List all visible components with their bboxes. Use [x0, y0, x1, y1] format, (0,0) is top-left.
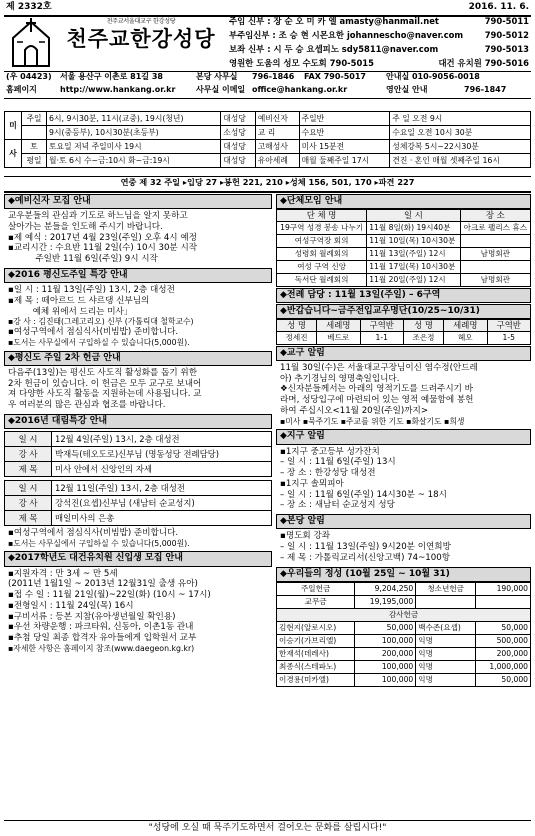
table-row: 성령회 월례회의 11월 13일(주일) 12시 남명회관 [277, 247, 531, 260]
mass-row: 미 주일 6시, 9시30분, 11시(교중), 19시(청년) 대성당 예비신자 주일반 주 일 오전 9시 [5, 112, 531, 126]
staff-email[interactable]: amasty@hanmail.net [339, 16, 439, 26]
catechumen-section: ◆예비신자 모집 안내 교우분들의 관심과 기도로 하느님을 알지 못하고 살아가는 분들을 인도해 주시기 바랍니다. ▪제 예식 : 2017년 4월 23일(주일) 오후 4시 예정 ▪교리시간 : 수요반 11월 2일(수) 10시 30분 시작 주일반 11월 6일(주일) 9시 시작 [4, 194, 272, 267]
table-row: 교무금 19,195,000 [277, 595, 531, 608]
right-column [276, 194, 531, 688]
advent-lecture-2: 일 시 12월 11일(주일) 13시, 2층 대성전 강 사 강석진(요셉)신부님 (새남터 순교성지) 제 목 매일미사의 은총 [4, 480, 272, 526]
table-row: 독서단 월례회의 11월 20일(주일) 12시 남명회관 [277, 273, 531, 286]
staff-list [229, 16, 529, 72]
liturgy-section [276, 288, 531, 303]
staff-email[interactable]: sdy5811@naver.com [341, 44, 439, 54]
advent-lecture-1: 일 시 12월 4일(주일) 13시, 2층 대성전 강 사 박재득(테오도로)신부님 (명동성당 전례담당) 제 목 미사 안에서 신앙인의 자세 [4, 431, 272, 477]
table-row: 주일헌금 9,204,250 청소년헌금 190,000 [277, 582, 531, 595]
staff-row: 영원한 도움의 성모 수도회 790-5015 대건 유치원 790-5016 [229, 58, 529, 68]
section-title: ◆2017학년도 대건유치원 신입생 모집 안내 [4, 551, 272, 566]
church-title [61, 18, 221, 52]
diocese-notice-section: ◆교구 알림 11월 30일(수)은 서울대교구장님이신 염수정(안드레 아) 추기경님의 영명축일입니다. ❖신자분들께서는 아래의 영적기도를 드려주시기 바 라며, 성당입구에 마련되어 있는 영적 예물함에 봉헌 하여 주십시오<11월 20일(주일)까지> ▪미사 ▪묵주기도 ▪주교를 위한 기도 ▪화살기도 ▪희생 [276, 346, 531, 429]
table-row: 최종식(스테파노) 100,000 익명 1,000,000 [277, 660, 531, 673]
address-line: (우 04423) 서울 용산구 이촌로 81길 38 본당 사무실 796-1846 FAX 790-5017 안내실 010-9056-0018 [6, 72, 480, 81]
table-row: 이승기(가브리엘) 100,000 익명 500,000 [277, 634, 531, 647]
lecture-section: ◆2016 평신도주일 특강 안내 ▪일 시 : 11월 13일(주일) 13시, 2층 대성전 ▪제 목 : 떼아르드 드 샤르댕 신부님의 예체 위에서 드리는 미사」 ▪강 사 : 김진태(그레고리오) 신부 (가톨릭대 철학교수) ▪여성구역에서 점심식사(비빔밥) 준비합니다. ▪도서는 사무실에서 구입하실 수 있습니다(5,000원). [4, 268, 272, 350]
staff-row: 보좌 신부 : 시 두 승 요셉피노 sdy5811@naver.com 790-5013 [229, 44, 529, 54]
newcomers-section [276, 304, 531, 345]
masthead [5, 16, 528, 74]
table-row: 이경용(미카엘) 100,000 익명 50,000 [277, 673, 531, 686]
mass-row: 평일 월·토 6시 수~금:10시 화~금:19시 대성당 유아세례 매월 둘째주일 17시 견진 · 혼인 매월 셋째주일 16시 [5, 154, 531, 168]
table-row: 19구역 성경 봉송 나누기 11월 8일(화) 19시40분 아크로 팰리스 휴스 [277, 221, 531, 234]
table-row: 여성 구역 신앙 11월 17일(목) 10시30분 [277, 260, 531, 273]
section-title: ◆평신도 주일 2차 헌금 안내 [4, 351, 272, 366]
section-title: ◆본당 알림 [276, 514, 531, 529]
mass-schedule-table [4, 111, 531, 168]
section-title: ◆예비신자 모집 안내 [4, 194, 272, 209]
parish-section: ◆본당 알림 ▪명도회 강좌 – 일 시 : 11월 13일(주일) 9시20분 이연희방 – 제 목 : 가톨릭교리서(신앙고백) 74~100항 [276, 514, 531, 565]
kindergarten-section: ◆2017학년도 대건유치원 신입생 모집 안내 ▪지원자격 : 만 3세 ~ 만 5세 (2011년 1월1일 ~ 2013년 12월31일 출생 유아) ▪접 수 일 : 11월 21일(월)~22일(화) (10시 ~ 17시) ▪전형일시 : 11월 24일(목) 16시 ▪구비서류 : 등본 지참(유아생년월일 확인용) ▪우선 차량운행 : 파크타워, 신동아, 이촌1동 관내 ▪추첨 당일 최종 합격자 유아들에게 입학원서 교부 ▪자세한 사항은 홈페이지 참조(www.daegeon.kg.kr) [4, 551, 272, 655]
table-row: 여성구역장 회의 11월 10일(목) 10시30분 [277, 234, 531, 247]
section-title: ◆전례 담당 : 11월 13일(주일) – 6구역 [276, 288, 531, 303]
address-block [4, 71, 531, 99]
mass-row: 사 토 토요일 저녁 주일미사 19시 대성당 고해성사 미사 15분전 성체강복 5시~22시30분 [5, 140, 531, 154]
section-title: ◆우리들의 정성 (10월 25일 ~ 10월 31) [276, 567, 531, 582]
homepage-link[interactable]: http://www.hankang.or.kr [60, 85, 176, 94]
table-row: 한재석(데레사) 200,000 익명 200,000 [277, 647, 531, 660]
newcomers-table: 성 명 세례명 구역반 성 명 세례명 구역반 정세진 베드로 1-1 조은정 헤오 1-5 [276, 319, 531, 345]
staff-row: 부주임신부 : 조 승 현 시몬요한 johannescho@naver.com 790-5012 [229, 30, 529, 40]
church-name: 천주교한강성당 [66, 25, 216, 51]
sunday-hymns: 연중 제 32 주일 ▸입당 27 ▸봉헌 221, 210 ▸성체 156, 501, 170 ▸파견 227 [4, 176, 531, 193]
issue-header [6, 2, 529, 15]
contact-line: 홈페이지 http://www.hankang.or.kr 사무실 이메일 office@hankang.or.kr 영안실 안내 796-1847 [6, 85, 507, 94]
footer-slogan: "성당에 오실 때 묵주기도하면서 걸어오는 문화를 살립시다!" [4, 820, 531, 834]
staff-row: 주임 신부 : 장 순 오 미 카 엘 amasty@hanmail.net 790-5011 [229, 16, 529, 26]
finance-section [276, 567, 531, 687]
mass-row: 9시(중등부), 10시30분(초등부) 소성당 교 리 수요반 수요일 오전 10시 30분 [5, 126, 531, 140]
advent-section: ◆2016년 대림특강 안내 일 시 12월 4일(주일) 13시, 2층 대성전 강 사 박재득(테오도로)신부님 (명동성당 전례담당) 제 목 미사 안에서 신앙인의 자세 일 시 12월 11일(주일) 13시, 2층 대성전 강 사 강석진(요셉)신부님 (새남터 순교성지) 제 목 매일미사의 은총 ▪여성구역에서 점심식사(비빔밥) 준비합니다. ▪도서는 사무실에서 구입하실 수 있습니다(5,000원). [4, 414, 272, 551]
office-email-link[interactable]: office@hankang.or.kr [252, 85, 348, 94]
table-row: 김현지(알로시오) 50,000 백수존(요셉) 50,000 [277, 621, 531, 634]
section-title: ◆2016년 대림특강 안내 [4, 414, 272, 429]
groups-section [276, 194, 531, 287]
groups-table: 단 체 명 일 시 장 소 19구역 성경 봉송 나누기 11월 8일(화) 19시40분 아크로 팰리스 휴스 여성구역장 회의 11월 10일(목) 10시30분 성령회 월례회의 11월 13일(주일) 12시 남명회관 여성 구역 신앙 11월 17일(목) 10시30분 독서단 월례회의 11월 20일(주일) 12시 남명회관 [276, 209, 531, 287]
table-row: 정세진 베드로 1-1 조은정 헤오 1-5 [277, 331, 531, 344]
section-title: ◆지구 알림 [276, 429, 531, 444]
section-title: ◆반갑습니다~금주전입교우명단(10/25~10/31) [276, 304, 531, 319]
issue-number: 제 2332호 [6, 2, 52, 12]
staff-email[interactable]: johannescho@naver.com [346, 30, 464, 40]
left-column [4, 194, 272, 657]
section-title: ◆2016 평신도주일 특강 안내 [4, 268, 272, 283]
offering-section: ◆평신도 주일 2차 헌금 안내 다음주(13일)는 평신도 사도직 활성화를 돕기 위한 2차 헌금이 있습니다. 이 헌금은 모두 교구로 보내어 져 다양한 사도직 활동을 지원하는데 사용됩니다. 교 우 여러분의 많은 관심과 협조를 바랍니다. [4, 351, 272, 413]
section-title: ◆교구 알림 [276, 346, 531, 361]
district-section: ◆지구 알림 ▪1지구 중고등부 성가잔치 – 일 시 : 11월 6일(주일) 13시 – 장 소 : 한강성당 대성전 ▪1지구 솔뫼피아 – 일 시 : 11월 6일(주일) 14시30분 ~ 18시 – 장 소 : 새남터 순교성지 성당 [276, 429, 531, 513]
finance-table: 주일헌금 9,204,250 청소년헌금 190,000 교무금 19,195,000 감사헌금 김현지(알로시오) 50,000 백수존(요셉) 50,000 이승기(가브리엘) 100,000 익명 500,000 한재석(데레사) 200,000 익명 200,000 최종식(스테파노) 100,000 익명 1,000,000 이경용(미카엘) 100,000 익명 50,000 [276, 582, 531, 687]
church-subtitle: 천주교서울대교구 한강성당 [106, 18, 176, 25]
church-logo-icon [7, 16, 55, 68]
issue-date: 2016. 11. 6. [468, 2, 529, 12]
section-title: ◆단체모임 안내 [276, 194, 531, 209]
